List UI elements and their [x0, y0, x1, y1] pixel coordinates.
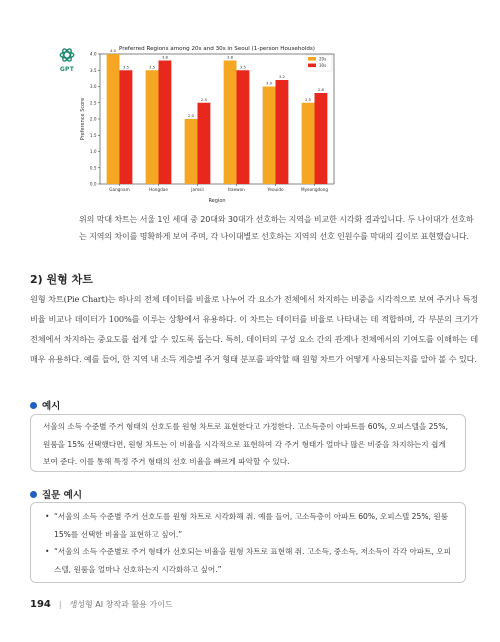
y-tick-label: 3.5 [89, 67, 97, 73]
y-tick-label: 2.5 [89, 100, 97, 106]
data-label: 2.8 [317, 87, 324, 92]
book-title: 생성형 AI 창작과 활용 가이드 [69, 600, 173, 609]
bullet-dot-icon [30, 491, 37, 498]
questions-heading-label: 질문 예시 [42, 490, 83, 501]
y-tick-label: 3.0 [89, 84, 97, 90]
x-tick-label: Gangnam [109, 187, 130, 192]
bar-20s-itaewon [224, 61, 237, 185]
y-tick-label: 2.0 [89, 116, 97, 122]
bar-20s-jamsil [185, 119, 198, 184]
bar-30s-itaewon [237, 70, 250, 184]
y-tick-label: 0.0 [89, 181, 97, 187]
data-label: 3.5 [122, 64, 129, 70]
openai-knot-icon [58, 46, 76, 64]
data-label: 3.5 [149, 64, 156, 70]
example-heading-label: 예시 [42, 401, 61, 412]
questions-heading [30, 487, 82, 501]
y-tick-label: 1.0 [89, 149, 97, 155]
intro-paragraph: 위의 막대 차트는 서울 1인 세대 중 20대와 30대가 선호하는 지역을 비교한 시각화 결과입니다. 두 나이대가 선호하는 지역의 차이를 명확하게 보여 주며, 각 나이대별로 선호하는 지역의 선호 인원수를 막대의 길이로 표현했습니다. [79, 215, 474, 241]
data-label: 3.8 [161, 54, 168, 60]
bar-30s-yeouido [276, 80, 289, 184]
x-tick-label: Myeongdong [300, 187, 329, 192]
x-tick-label: Hongdae [149, 187, 168, 192]
gpt-logo [56, 46, 78, 73]
example-heading [30, 398, 60, 412]
bar-30s-myeongdong [315, 93, 328, 184]
question-item: • “서울의 소득 수준별 주거 선호도를 원형 차트로 시각화해 줘. 예를 들어, 고소득층이 아파트 60%, 오피스텔 25%, 원룸 15%를 선택한 비율을 표현하고 싶어.” [45, 508, 453, 543]
x-axis-label: Region [208, 198, 226, 204]
data-label: 3.2 [278, 74, 285, 79]
bar-chart [78, 44, 340, 204]
question-item: • “서울의 소득 수준별로 주거 형태가 선호되는 비율을 원형 차트로 표현해 줘. 고소득, 중소득, 저소득이 각각 아파트, 오피스텔, 원룸을 얼마나 선호하는지 시각화하고 싶어.” [45, 543, 453, 578]
gpt-logo-label: GPT [59, 66, 75, 73]
bullet-dot-icon [30, 402, 37, 409]
data-label: 4.0 [110, 48, 117, 53]
data-label: 3.0 [266, 80, 273, 86]
legend-label: 20s [319, 56, 327, 62]
section-title: 2) 원형 차트 [30, 273, 93, 286]
footer-separator: | [58, 600, 62, 609]
page-footer [30, 599, 173, 610]
bar-30s-hongdae [159, 61, 172, 185]
y-tick-label: 4.0 [89, 51, 97, 57]
page-number: 194 [30, 599, 51, 610]
bar-20s-yeouido [263, 87, 276, 185]
y-tick-label: 1.5 [89, 132, 97, 138]
section-body: 원형 차트(Pie Chart)는 하나의 전체 데이터를 비율로 나누어 각 요소가 전체에서 차지하는 비중을 시각적으로 보여 주거나 특정 비율 비교나 데이터가 100%를 이루는 상황에서 유용하다. 이 차트는 데이터를 비율로 나타내는 데 적합하며, 각 부분의 크기가 전체에서 차지하는 중요도를 쉽게 알 수 있도록 돕는다. 특히, 데이터의 구성 요소 간의 관계나 전체에서의 기여도를 이해하는 데 매우 유용하다. 예를 들어, 한 지역 내 소득 계층별 주거 형태 분포를 파악할 때 원형 차트가 어떻게 사용되는지를 알아 볼 수 있다. [30, 294, 478, 364]
y-axis-label: Preference Score [80, 97, 86, 141]
bar-30s-gangnam [120, 70, 133, 184]
data-label: 2.0 [188, 113, 195, 118]
data-label: 2.5 [200, 96, 207, 102]
chart-title: Preferred Regions among 20s and 30s in Seoul (1-person Households) [119, 46, 315, 52]
bar-20s-hongdae [146, 70, 159, 184]
example-text: 서울의 소득 수준별 주거 형태의 선호도를 원형 차트로 표현한다고 가정한다. 고소득층이 아파트를 60%, 오피스텔을 25%, 원룸을 15% 선택했다면, 원형 차트는 이 비율을 시각적으로 표현하여 각 주거 형태가 얼마나 많은 비중을 차지하는지 쉽게 보여 준다. 이를 통해 특정 주거 형태의 선호 비율을 빠르게 파악할 수 있다. [43, 422, 448, 466]
plot-frame [100, 54, 334, 184]
x-tick-label: Jamsil [191, 187, 204, 192]
y-tick-label: 0.5 [89, 165, 97, 171]
data-label: 2.5 [305, 96, 312, 102]
x-tick-label: Itaewon [228, 187, 245, 192]
x-tick-label: Yeouido [267, 187, 284, 192]
data-label: 3.8 [227, 54, 234, 60]
legend-label: 30s [319, 62, 327, 68]
bar-30s-jamsil [198, 103, 211, 184]
questions-box [30, 502, 466, 583]
bar-20s-myeongdong [302, 103, 315, 184]
bar-20s-gangnam [107, 54, 120, 184]
example-box [30, 414, 466, 472]
legend-swatch-20s [308, 57, 316, 61]
data-label: 3.5 [239, 64, 246, 70]
legend-swatch-30s [308, 64, 316, 68]
